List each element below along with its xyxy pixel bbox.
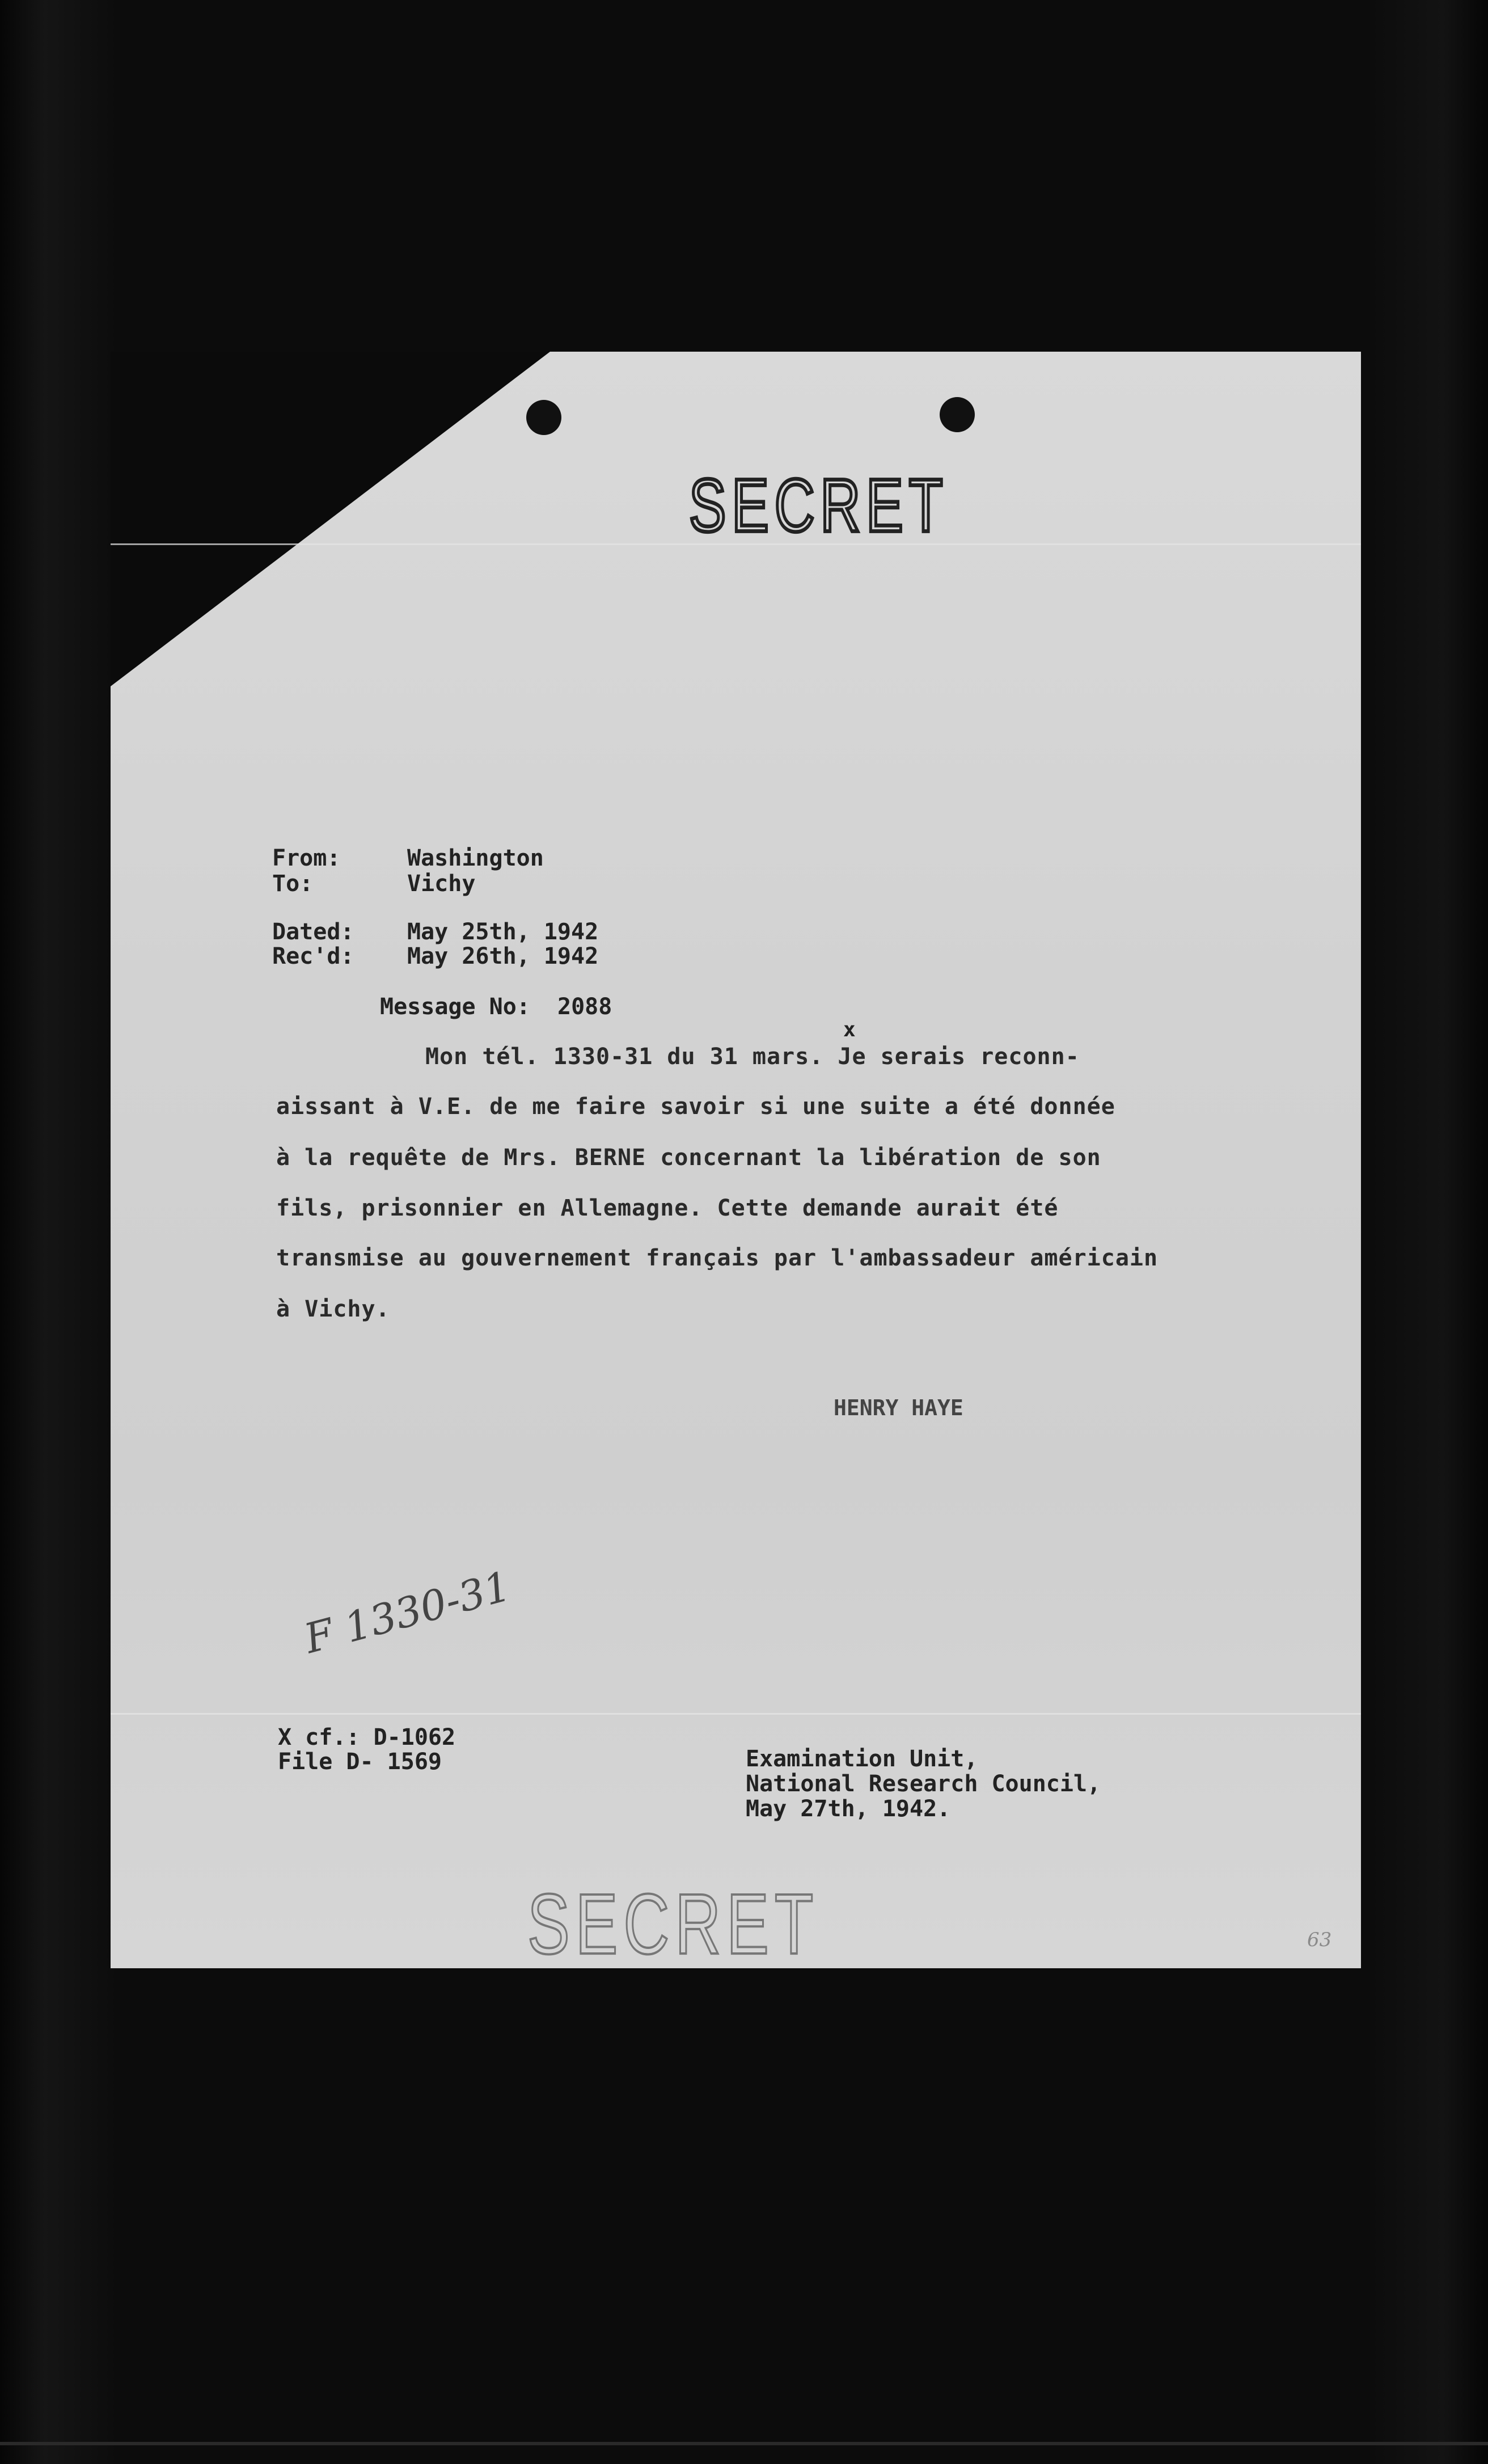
message-no-label: Message No: bbox=[380, 994, 530, 1020]
secret-stamp-bottom: SECRET bbox=[527, 1876, 819, 1972]
dated-value: May 25th, 1942 bbox=[407, 919, 599, 945]
body-line: à Vichy. bbox=[276, 1296, 390, 1322]
body-line: Mon tél. 1330-31 du 31 mars. Je serais reconn- bbox=[425, 1044, 1080, 1070]
to-value: Vichy bbox=[407, 871, 476, 897]
secret-stamp-top: SECRET bbox=[689, 463, 949, 547]
body-line: transmise au gouvernement français par l'ambassadeur américain bbox=[276, 1245, 1159, 1271]
recd-value: May 26th, 1942 bbox=[407, 943, 599, 969]
body-line: à la requête de Mrs. BERNE concernant la libération de son bbox=[276, 1145, 1101, 1171]
message-no-value: 2088 bbox=[557, 994, 612, 1020]
cross-reference-mark: x bbox=[843, 1018, 856, 1041]
recd-label: Rec'd: bbox=[272, 943, 354, 969]
file-number: File D- 1569 bbox=[278, 1749, 442, 1775]
scanner-edge-line bbox=[0, 2442, 1488, 2445]
punch-hole bbox=[940, 397, 975, 432]
examination-unit: Examination Unit, bbox=[746, 1746, 978, 1772]
punch-hole bbox=[526, 400, 561, 435]
fold-line bbox=[111, 1713, 1361, 1715]
from-label: From: bbox=[272, 845, 341, 871]
body-line: fils, prisonnier en Allemagne. Cette demande aurait été bbox=[276, 1195, 1059, 1221]
cross-reference: X cf.: D-1062 bbox=[278, 1724, 456, 1750]
signature: HENRY HAYE bbox=[834, 1395, 963, 1420]
to-label: To: bbox=[272, 871, 314, 897]
body-line: aissant à V.E. de me faire savoir si une suite a été donnée bbox=[276, 1094, 1115, 1120]
dated-label: Dated: bbox=[272, 919, 354, 945]
from-value: Washington bbox=[407, 845, 544, 871]
footer-date: May 27th, 1942. bbox=[746, 1796, 951, 1822]
page-number-mark: 63 bbox=[1307, 1929, 1332, 1951]
handwritten-annotation: F 1330-31 bbox=[299, 1562, 516, 1663]
research-council: National Research Council, bbox=[746, 1771, 1101, 1797]
